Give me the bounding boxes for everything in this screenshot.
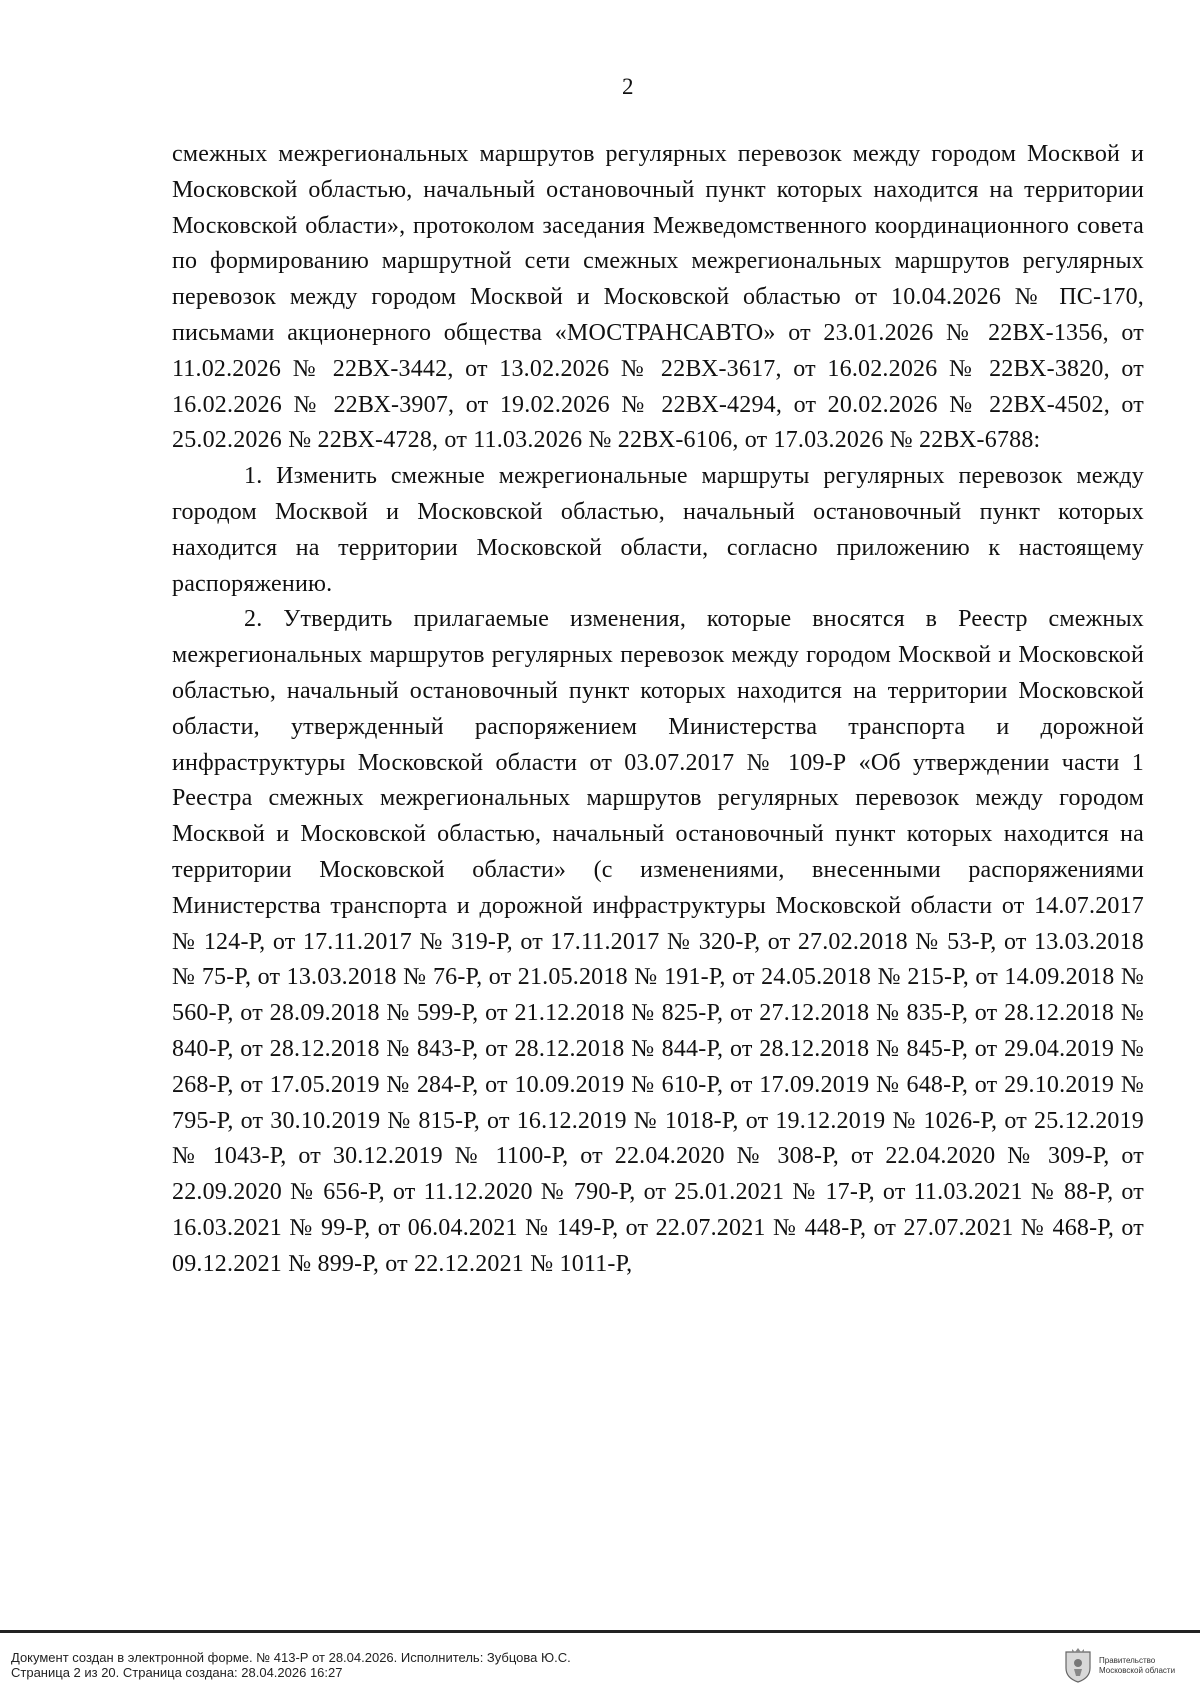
paragraph-item-1: 1. Изменить смежные межрегиональные маршруты регулярных перевозок между городом Москвой и Московской областью, начальный остановочный пункт которых находится на территории Московской области, согласно приложению к настоящему распоряжению.: [172, 463, 1144, 597]
document-body: [172, 137, 1144, 1283]
paragraph-continuation: смежных межрегиональных маршрутов регулярных перевозок между городом Москвой и Московской областью, начальный остановочный пункт которых находится на территории Московской области», протоколом заседания Межведомственного координационного совета по формированию маршрутной сети смежных межрегиональных маршрутов регулярных перевозок между городом Москвой и Московской областью от 10.04.2026 № ПС-170, письмами акционерного общества «МОСТРАНСАВТО» от 23.01.2026 № 22ВХ-1356, от 11.02.2026 № 22ВХ-3442, от 13.02.2026 № 22ВХ-3617, от 16.02.2026 № 22ВХ-3820, от 16.02.2026 № 22ВХ-3907, от 19.02.2026 № 22ВХ-4294, от 20.02.2026 № 22ВХ-4502, от 25.02.2026 № 22ВХ-4728, от 11.03.2026 № 22ВХ-6106, от 17.03.2026 № 22ВХ-6788:: [172, 141, 1144, 454]
footer-info: [11, 1650, 571, 1680]
footer-page-line: Страница 2 из 20. Страница создана: 28.04.2026 16:27: [11, 1665, 343, 1680]
page-number: 2: [622, 74, 634, 99]
footer-divider: [0, 1630, 1200, 1633]
emblem-caption-line1: Правительство: [1099, 1656, 1156, 1665]
emblem-caption-line2: Московской области: [1099, 1666, 1176, 1675]
footer-document-line: Документ создан в электронной форме. № 413-Р от 28.04.2026. Исполнитель: Зубцова Ю.С.: [11, 1650, 571, 1665]
emblem-caption: [1099, 1656, 1175, 1676]
coat-of-arms-icon: [1063, 1646, 1093, 1684]
paragraph-item-2: 2. Утвердить прилагаемые изменения, которые вносятся в Реестр смежных межрегиональных маршрутов регулярных перевозок между городом Москвой и Московской областью, начальный остановочный пункт которых находится на территории Московской области, утвержденный распоряжением Министерства транспорта и дорожной инфраструктуры Московской области от 03.07.2017 № 109-Р «Об утверждении части 1 Реестра смежных межрегиональных маршрутов регулярных перевозок между городом Москвой и Московской областью, начальный остановочный пункт которых находится на территории Московской области» (с изменениями, внесенными распоряжениями Министерства транспорта и дорожной инфраструктуры Московской области от 14.07.2017 № 124-Р, от 17.11.2017 № 319-Р, от 17.11.2017 № 320-Р, от 27.02.2018 № 53-Р, от 13.03.2018 № 75-Р, от 13.03.2018 № 76-Р, от 21.05.2018 № 191-Р, от 24.05.2018 № 215-Р, от 14.09.2018 № 560-Р, от 28.09.2018 № 599-Р, от 21.12.2018 № 825-Р, от 27.12.2018 № 835-Р, от 28.12.2018 № 840-Р, от 28.12.2018 № 843-Р, от 28.12.2018 № 844-Р, от 28.12.2018 № 845-Р, от 29.04.2019 № 268-Р, от 17.05.2019 № 284-Р, от 10.09.2019 № 610-Р, от 17.09.2019 № 648-Р, от 29.10.2019 № 795-Р, от 30.10.2019 № 815-Р, от 16.12.2019 № 1018-Р, от 19.12.2019 № 1026-Р, от 25.12.2019 № 1043-Р, от 30.12.2019 № 1100-Р, от 22.04.2020 № 308-Р, от 22.04.2020 № 309-Р, от 22.09.2020 № 656-Р, от 11.12.2020 № 790-Р, от 25.01.2021 № 17-Р, от 11.03.2021 № 88-Р, от 16.03.2021 № 99-Р, от 06.04.2021 № 149-Р, от 22.07.2021 № 448-Р, от 27.07.2021 № 468-Р, от 09.12.2021 № 899-Р, от 22.12.2021 № 1011-Р,: [172, 606, 1144, 1277]
